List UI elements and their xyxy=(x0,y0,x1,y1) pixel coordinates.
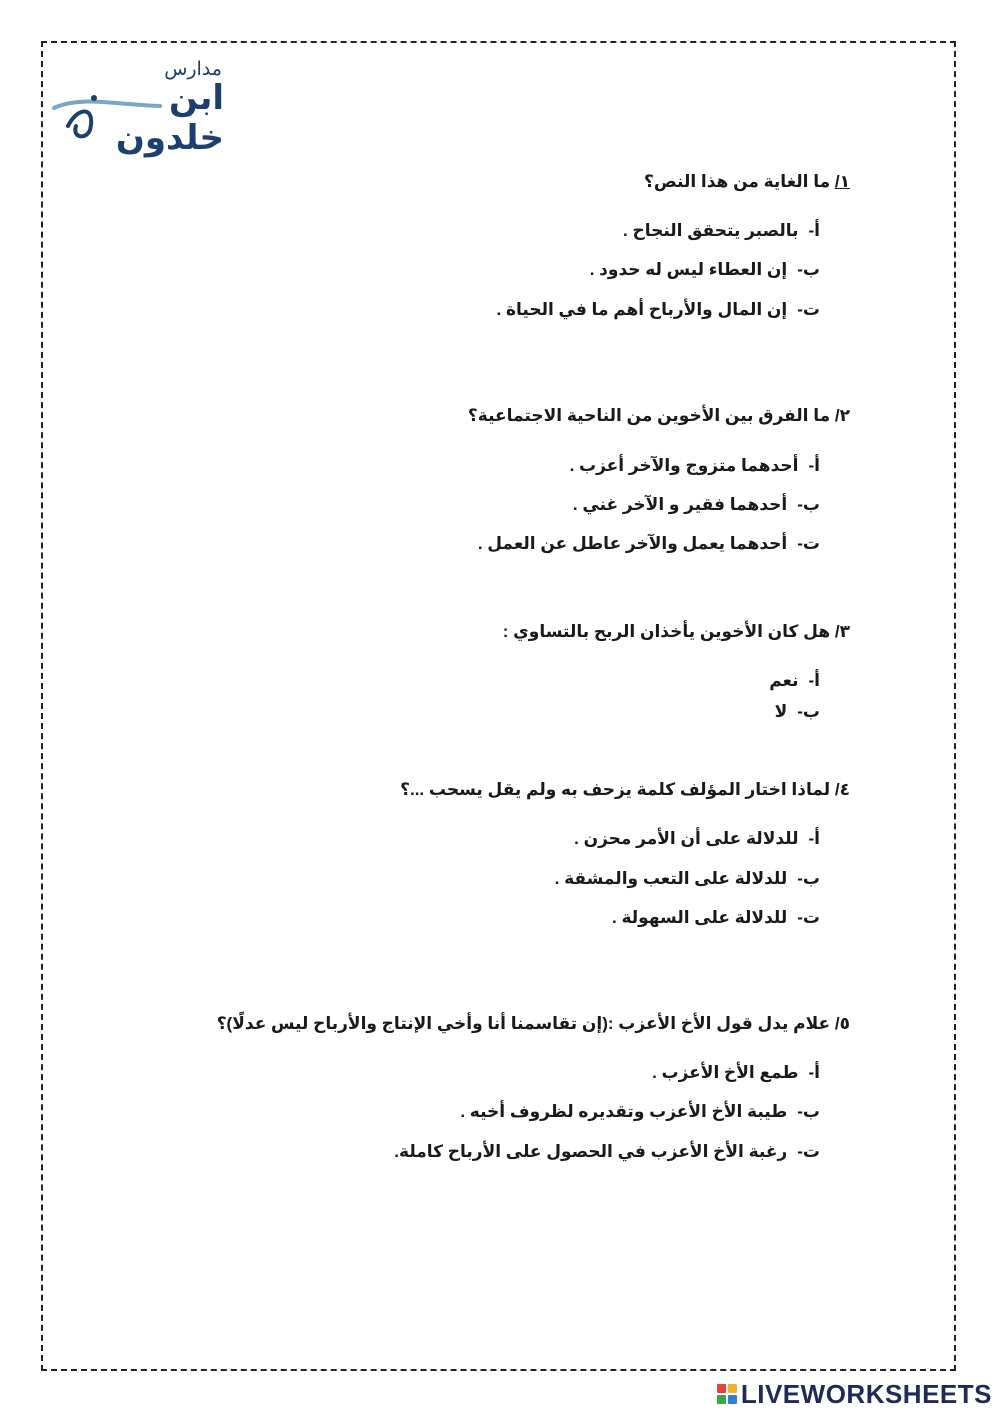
question-5 xyxy=(217,1014,850,1034)
option-letter: ب- xyxy=(797,260,820,279)
option-text: لا xyxy=(774,702,788,721)
option-2b[interactable] xyxy=(573,495,820,515)
question-4 xyxy=(400,780,850,800)
option-text: أحدهما متزوج والآخر أعزب . xyxy=(569,456,799,475)
option-letter: ت- xyxy=(797,908,820,927)
option-text: أحدهما يعمل والآخر عاطل عن العمل . xyxy=(477,534,788,553)
brand-square-red xyxy=(717,1384,726,1393)
brand-square-blue xyxy=(728,1395,737,1404)
option-1c[interactable] xyxy=(497,300,820,320)
brand-square-green xyxy=(717,1395,726,1404)
option-letter: أ- xyxy=(808,221,820,240)
question-number: ١/ xyxy=(834,172,850,191)
question-text: هل كان الأخوين يأخذان الربح بالتساوي : xyxy=(502,622,831,641)
option-3a[interactable] xyxy=(769,671,820,691)
option-2a[interactable] xyxy=(570,456,820,476)
question-text: لماذا اختار المؤلف كلمة يزحف به ولم يقل يسحب ...؟ xyxy=(400,780,831,799)
option-text: إن العطاء ليس له حدود . xyxy=(589,260,788,279)
option-1a[interactable] xyxy=(623,221,820,241)
option-5c[interactable] xyxy=(394,1142,820,1162)
question-3 xyxy=(503,622,850,642)
question-number: ٤/ xyxy=(834,780,850,799)
option-letter: ت- xyxy=(797,300,820,319)
option-letter: ت- xyxy=(797,1142,820,1161)
option-letter: ب- xyxy=(797,495,820,514)
option-5b[interactable] xyxy=(460,1102,820,1122)
question-number: ٥/ xyxy=(834,1014,850,1033)
option-5a[interactable] xyxy=(652,1063,820,1083)
option-3b[interactable] xyxy=(775,702,820,722)
option-letter: أ- xyxy=(808,1063,820,1082)
question-number: ٣/ xyxy=(834,622,850,641)
option-text: رغبة الأخ الأعزب في الحصول على الأرباح كاملة. xyxy=(394,1142,788,1161)
option-1b[interactable] xyxy=(590,260,820,280)
option-text: للدلالة على التعب والمشقة . xyxy=(554,869,788,888)
option-letter: أ- xyxy=(808,456,820,475)
question-text: ما الفرق بين الأخوين من الناحية الاجتماعية؟ xyxy=(467,406,831,425)
option-letter: أ- xyxy=(808,829,820,848)
option-letter: ت- xyxy=(797,534,820,553)
option-letter: أ- xyxy=(808,671,820,690)
option-text: للدلالة على السهولة . xyxy=(612,908,788,927)
brand-text: LIVEWORKSHEETS xyxy=(740,1378,992,1409)
brand-squares-icon xyxy=(717,1384,737,1404)
option-text: إن المال والأرباح أهم ما في الحياة . xyxy=(496,300,788,319)
option-letter: ب- xyxy=(797,702,820,721)
brand-square-yellow xyxy=(728,1384,737,1393)
option-4c[interactable] xyxy=(612,908,820,928)
option-letter: ب- xyxy=(797,869,820,888)
option-letter: ب- xyxy=(797,1102,820,1121)
school-logo xyxy=(50,56,230,158)
liveworksheets-brand[interactable] xyxy=(717,1379,992,1409)
question-1 xyxy=(644,172,850,192)
option-text: نعم xyxy=(769,671,799,690)
option-text: أحدهما فقير و الآخر غني . xyxy=(572,495,788,514)
option-text: طمع الأخ الأعزب . xyxy=(652,1063,799,1082)
question-text: ما الغاية من هذا النص؟ xyxy=(643,172,831,191)
option-text: بالصبر يتحقق النجاح . xyxy=(623,221,799,240)
option-text: طيبة الأخ الأعزب وتقديره لظروف أخيه . xyxy=(460,1102,788,1121)
option-text: للدلالة على أن الأمر محزن . xyxy=(574,829,799,848)
option-4a[interactable] xyxy=(574,829,820,849)
question-2 xyxy=(468,406,850,426)
question-text: علام يدل قول الأخ الأعزب :(إن تقاسمنا أنا وأخي الإنتاج والأرباح ليس عدلًا)؟ xyxy=(216,1014,831,1033)
logo-top-text: مدارس xyxy=(164,58,222,80)
logo-main-text: ابن خلدون xyxy=(115,78,224,158)
option-4b[interactable] xyxy=(555,869,820,889)
option-2c[interactable] xyxy=(478,534,820,554)
question-number: ٢/ xyxy=(834,406,850,425)
